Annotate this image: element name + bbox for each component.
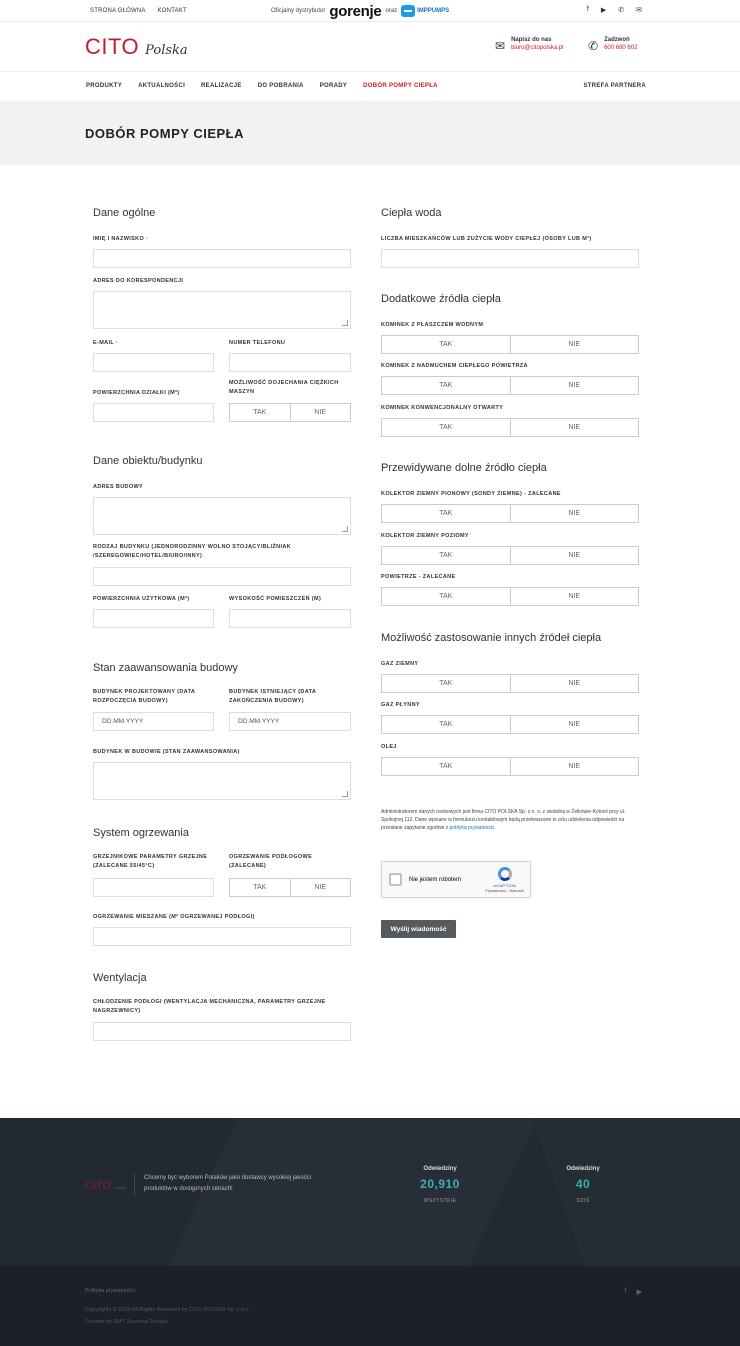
email-contact[interactable] [495, 37, 564, 53]
recaptcha-links[interactable]: Prywatność - Warunki [485, 888, 524, 893]
visits-today-title: Odwiedziny [566, 1166, 600, 1172]
nav-item-products[interactable]: PRODUKTY [86, 83, 123, 89]
residents-input[interactable] [381, 249, 639, 268]
building-address-label: ADRES BUDOWY [93, 484, 144, 490]
distributor-info [271, 2, 449, 20]
footer-facebook-icon[interactable]: f [624, 1288, 627, 1295]
gorenje-logo[interactable]: gorenje [329, 2, 382, 20]
imp-pumps-logo[interactable] [401, 5, 449, 17]
fireplace-open-yes[interactable]: TAK [439, 424, 453, 431]
visits-today [543, 1166, 623, 1204]
section-other-sources-title: Możliwość zastosowanie innych źródeł ciepła [381, 632, 602, 644]
fireplace-water-label: KOMINEK Z PŁASZCZEM WODNYM [381, 322, 484, 328]
lpg-no[interactable]: NIE [510, 716, 639, 733]
distributor-text: Oficjalny dystrybutor [271, 8, 326, 14]
visits-total-title: Odwiedziny [423, 1166, 457, 1172]
footer-youtube-icon[interactable]: ▶ [636, 1289, 642, 1296]
nav-item-news[interactable]: AKTUALNOŚCI [138, 83, 186, 89]
site-header [0, 22, 740, 72]
air-source-yes[interactable]: TAK [439, 593, 453, 600]
building-type-label: RODZAJ BUDYNKU (JEDNORODZINNY WOLNO STOJĄCY/BLIŹNIAK /SZEREGOWIEC/HOTEL/BIURO/INNY) [93, 544, 291, 559]
youtube-icon[interactable]: ▶ [600, 7, 607, 14]
visits-today-value: 40 [575, 1177, 591, 1191]
privacy-note-text: Administratorem danych osobowych jest firma CITO POLSKA Sp. z o. o. z siedzibą w Żelkowie-Kolonii przy ul. Spokojnej 112. Dane wpisane w formularzu kontaktowym będą przetwarzane w celu udzielenia odpowiedzi na przesłane zapytanie zgodnie z [381, 809, 626, 831]
section-extra-sources-title: Dodatkowe źródła ciepła [381, 293, 501, 305]
nav-item-advice[interactable]: PORADY [319, 83, 348, 89]
mixed-heating-label: OGRZEWANIE MIESZANE (M² OGRZEWANEJ PODŁOGI) [93, 914, 255, 920]
air-source-toggle [381, 587, 639, 606]
footer-tagline: Chcemy być wyborem Polaków jako dostawcy wysokiej jakości produktów w dostępnych cenach! [144, 1175, 312, 1192]
natural-gas-label: GAZ ZIEMNY [381, 661, 419, 667]
room-height-label: WYSOKOŚĆ POMIESZCZEŃ (M) [229, 596, 322, 602]
vertical-collector-label: KOLEKTOR ZIEMNY PIONOWY (SONDY ZIEMNE) - ZALECANE [381, 491, 561, 497]
oil-yes[interactable]: TAK [439, 763, 453, 770]
email-input[interactable] [93, 353, 214, 372]
footer-bottom [0, 1266, 740, 1346]
plot-area-label: POWIERZCHNIA DZIAŁKI (M²) [93, 390, 180, 396]
recaptcha-brand: reCAPTCHA [493, 883, 516, 888]
recaptcha-label: Nie jestem robotem [409, 877, 462, 883]
fireplace-water-toggle [381, 335, 639, 354]
fireplace-air-no[interactable]: NIE [510, 377, 639, 394]
recaptcha-badge [485, 867, 524, 893]
oil-label: OLEJ [381, 744, 397, 750]
footer-logo[interactable] [85, 1180, 126, 1192]
vertical-collector-toggle [381, 504, 639, 523]
machine-access-toggle [229, 403, 351, 422]
nav-item-partner-zone[interactable]: STREFA PARTNERA [583, 83, 646, 89]
footer-logo-sub: Polska [114, 1185, 127, 1190]
phone-icon[interactable]: ✆ [618, 7, 625, 14]
top-link-home[interactable]: STRONA GŁÓWNA [90, 8, 146, 14]
machine-access-no[interactable]: NIE [290, 404, 351, 421]
site-logo[interactable] [85, 34, 188, 60]
logo-main: CITO [85, 34, 140, 59]
copyright-text: Copyrights © 2020 All Rights Reserved by CITO POLSKA Sp. z o.o. [85, 1307, 251, 1313]
section-building-title: Dane obiektu/budynku [93, 455, 203, 467]
machine-access-yes[interactable]: TAK [253, 409, 267, 416]
fireplace-open-no[interactable]: NIE [510, 419, 639, 436]
name-label: IMIĘ I NAZWISKO · [93, 236, 149, 242]
nav-item-heat-pump-selection[interactable]: DOBÓR POMPY CIEPŁA [363, 83, 438, 89]
recaptcha-icon [498, 867, 512, 881]
vertical-collector-no[interactable]: NIE [510, 505, 639, 522]
phone-handset-icon: ✆ [588, 39, 599, 53]
page-title: DOBÓR POMPY CIEPŁA [85, 126, 245, 141]
section-hot-water-title: Ciepła woda [381, 207, 442, 219]
visits-total-sub: WSZYSTKIE [423, 1198, 457, 1204]
name-input[interactable] [93, 249, 351, 268]
radiator-input[interactable] [93, 878, 214, 897]
existing-label: BUDYNEK ISTNIEJĄCY (DATA ZAKOŃCZENIA BUDOWY) [229, 689, 317, 704]
vertical-collector-yes[interactable]: TAK [439, 510, 453, 517]
machine-access-label: MOŻLIWOŚĆ DOJECHANIA CIĘŻKICH MASZYN [229, 380, 339, 395]
fireplace-air-toggle [381, 376, 639, 395]
email-label: E-MAIL · [93, 340, 119, 346]
floor-heating-toggle [229, 878, 351, 897]
envelope-icon: ✉ [495, 39, 506, 53]
recaptcha-widget [381, 861, 531, 898]
address-textarea[interactable] [93, 291, 351, 329]
email-value[interactable]: biuro@citopolska.pl [511, 45, 564, 51]
phone-title: Zadzwoń [604, 37, 630, 43]
facebook-icon[interactable]: f [586, 6, 589, 13]
nav-item-realizations[interactable]: REALIZACJE [201, 83, 242, 89]
section-general-title: Dane ogólne [93, 207, 156, 219]
air-source-no[interactable]: NIE [510, 588, 639, 605]
horizontal-collector-yes[interactable]: TAK [439, 552, 453, 559]
radiator-label: GRZEJNIKOWE PARAMETRY GRZEJNE (ZALECANE 55/45°C) [93, 854, 208, 869]
natural-gas-toggle [381, 674, 639, 693]
section-heating-title: System ogrzewania [93, 827, 189, 839]
fireplace-air-label: KOMINEK Z NADMUCHEM CIEPŁEGO POWIETRZA [381, 363, 528, 369]
building-address-textarea[interactable] [93, 497, 351, 535]
footer-divider [134, 1174, 135, 1196]
imp-pumps-icon [401, 5, 415, 17]
floor-heating-no[interactable]: NIE [290, 879, 351, 896]
phone-input[interactable] [229, 353, 351, 372]
main-nav [0, 72, 740, 101]
footer-privacy-link[interactable]: Polityka prywatności [85, 1288, 135, 1294]
projected-label: BUDYNEK PROJEKTOWANY (DATA ROZPOCZĘCIA BUDOWY) [93, 689, 195, 704]
plot-area-input[interactable] [93, 403, 214, 422]
horizontal-collector-label: KOLEKTOR ZIEMNY POZIOMY [381, 533, 469, 539]
cooling-label: CHŁODZENIE PODŁOGI (WENTYLACJA MECHANICZNA, PARAMETRY GRZEJNE NAGRZEWNICY) [93, 999, 326, 1014]
phone-contact[interactable] [588, 37, 637, 53]
top-social [587, 6, 642, 14]
address-label: ADRES DO KORESPONDENCJI [93, 278, 184, 284]
logo-sub: Polska [145, 43, 188, 58]
residents-label: LICZBA MIESZKAŃCÓW LUB ZUŻYCIE WODY CIEPŁEJ (OSOBY LUB M³) [381, 236, 592, 242]
fireplace-air-yes[interactable]: TAK [439, 382, 453, 389]
natural-gas-no[interactable]: NIE [510, 675, 639, 692]
lpg-label: GAZ PŁYNNY [381, 702, 420, 708]
usable-area-input[interactable] [93, 609, 214, 628]
fireplace-open-toggle [381, 418, 639, 437]
nav-item-downloads[interactable]: DO POBRANIA [257, 83, 304, 89]
privacy-note: Administratorem danych osobowych jest firma CITO POLSKA Sp. z o. o. z siedzibą w Żelkowie-Kolonii przy ul. Spokojnej 112. Dane wpisane w formularzu kontaktowym będą przetwarzane w celu udzielenia odpowiedzi na przesłane zapytanie zgodnie z polityką prywatności. [381, 809, 626, 831]
under-construction-textarea[interactable] [93, 762, 351, 800]
fireplace-water-no[interactable]: NIE [510, 336, 639, 353]
page-title-band [0, 101, 740, 165]
top-link-contact[interactable]: KONTAKT [157, 8, 187, 14]
top-bar [0, 0, 740, 22]
phone-value[interactable]: 600 680 602 [604, 45, 638, 51]
cooling-input[interactable] [93, 1022, 351, 1041]
privacy-policy-link[interactable]: polityką prywatności [449, 825, 495, 831]
site-footer [0, 1118, 740, 1266]
visits-today-sub: DZIŚ [576, 1198, 590, 1204]
under-construction-label: BUDYNEK W BUDOWIE (STAN ZAAWANSOWANIA) [93, 749, 240, 755]
floor-heating-yes[interactable]: TAK [253, 884, 267, 891]
room-height-input[interactable] [229, 609, 351, 628]
footer-social [625, 1288, 642, 1296]
mail-icon[interactable]: ✉ [636, 7, 642, 14]
building-type-input[interactable] [93, 567, 351, 586]
or-text: oraz [385, 8, 398, 14]
oil-toggle [381, 757, 639, 776]
mixed-heating-input[interactable] [93, 927, 351, 946]
horizontal-collector-toggle [381, 546, 639, 565]
fireplace-open-label: KOMINEK KONWENCJONALNY OTWARTY [381, 405, 504, 411]
visits-total [400, 1166, 480, 1204]
submit-button[interactable]: Wyślij wiadomość [381, 920, 456, 938]
email-title: Napisz do nas [511, 37, 552, 43]
created-by-text: Created by SMT Zuzanna Tokajuk [85, 1319, 168, 1325]
horizontal-collector-no[interactable]: NIE [510, 547, 639, 564]
phone-label: NUMER TELEFONU [229, 340, 286, 346]
usable-area-label: POWIERZCHNIA UŻYTKOWA (M²) [93, 596, 190, 602]
recaptcha-checkbox[interactable] [389, 873, 402, 886]
lpg-toggle [381, 715, 639, 734]
visits-total-value: 20,910 [420, 1177, 460, 1191]
existing-date-input[interactable]: DD.MM.YYYY [229, 712, 351, 731]
fireplace-water-yes[interactable]: TAK [439, 341, 453, 348]
section-ventilation-title: Wentylacja [93, 972, 147, 984]
imp-pumps-text: IMPPUMPS [417, 8, 450, 14]
oil-no[interactable]: NIE [510, 758, 639, 775]
natural-gas-yes[interactable]: TAK [439, 680, 453, 687]
air-source-label: POWIETRZE - ZALECANE [381, 574, 456, 580]
footer-copyright [85, 1304, 250, 1328]
nav-items [86, 83, 438, 89]
projected-date-input[interactable]: DD.MM.YYYY [93, 712, 214, 731]
floor-heating-label: OGRZEWANIE PODŁOGOWE (ZALECANE) [229, 854, 313, 869]
lpg-yes[interactable]: TAK [439, 721, 453, 728]
section-construction-title: Stan zaawansowania budowy [93, 662, 238, 674]
footer-logo-main: CITO [85, 1180, 112, 1192]
section-lower-source-title: Przewidywane dolne źródło ciepła [381, 462, 547, 474]
top-links [90, 8, 187, 14]
